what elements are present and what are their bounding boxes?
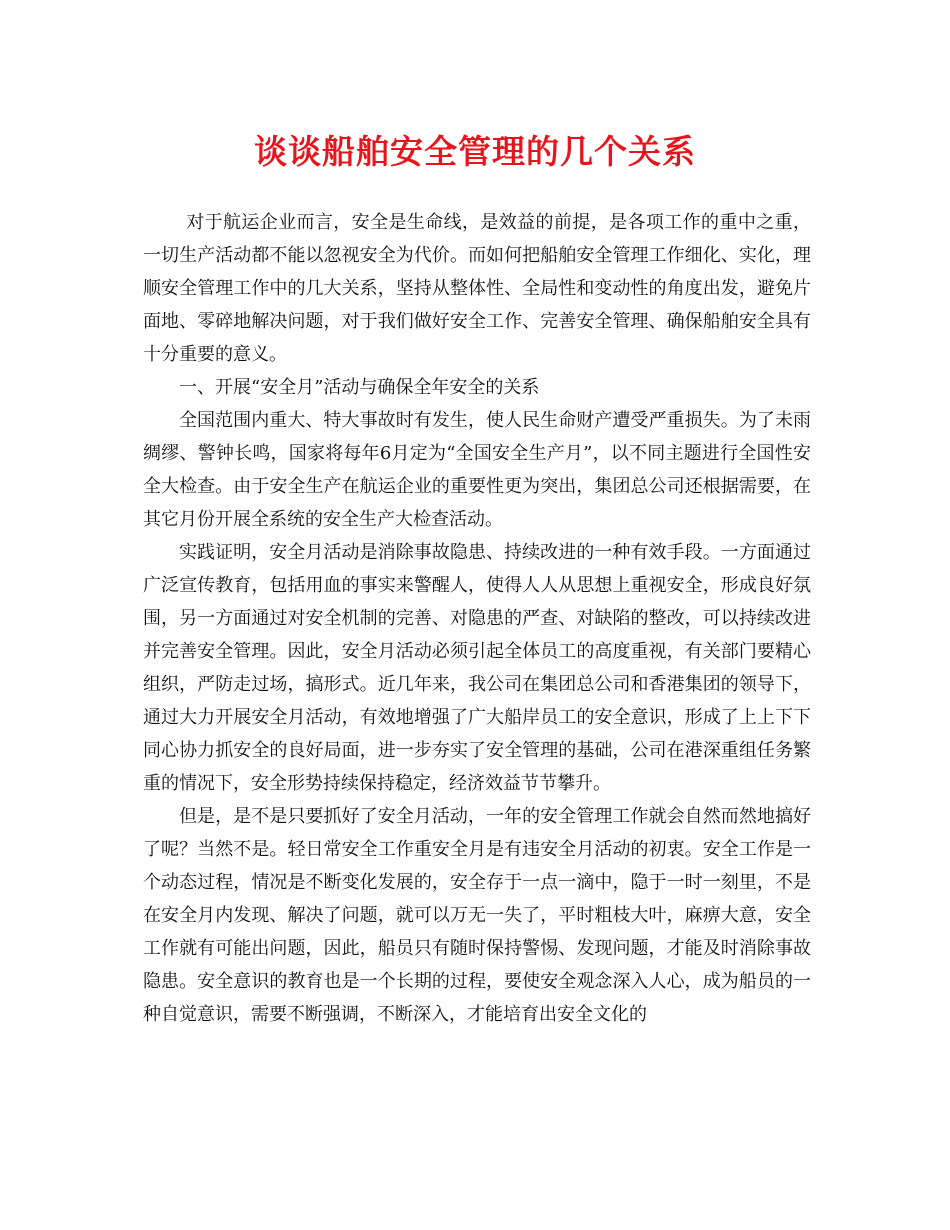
section-heading-1: 一、开展“安全月”活动与确保全年安全的关系 — [179, 377, 540, 398]
paragraph-intro: 对于航运企业而言，安全是生命线，是效益的前提，是各项工作的重中之重，一切生产活动都不能以忽视安全为代价。而如何把船舶安全管理工作细化、实化，理顺安全管理工作中的几大关系，坚持从整体性、全局性和变动性的角度出发，避免片面地、零碎地解决问题，对于我们做好安全工作、完善安全管理、确保船舶安全具有十分重要的意义。 — [143, 212, 811, 365]
document-body — [143, 206, 811, 1031]
document-title: 谈谈船舶安全管理的几个关系 — [254, 132, 696, 171]
paragraph-background: 全国范围内重大、特大事故时有发生，使人民生命财产遭受严重损失。为了未雨绸缪、警钟长鸣，国家将每年6月定为“全国安全生产月”，以不同主题进行全国性安全大检查。由于安全生产在航运企业的重要性更为突出，集团总公司还根据需要，在其它月份开展全系统的安全生产大检查活动。 — [143, 410, 811, 530]
paragraph-practice: 实践证明，安全月活动是消除事故隐患、持续改进的一种有效手段。一方面通过广泛宣传教育，包括用血的事实来警醒人，使得人人从思想上重视安全，形成良好氛围，另一方面通过对安全机制的完善、对隐患的严查、对缺陷的整改，可以持续改进并完善安全管理。因此，安全月活动必须引起全体员工的高度重视，有关部门要精心组织，严防走过场，搞形式。近几年来，我公司在集团总公司和香港集团的领导下，通过大力开展安全月活动，有效地增强了广大船岸员工的安全意识，形成了上上下下同心协力抓安全的良好局面，进一步夯实了安全管理的基础，公司在港深重组任务繁重的情况下，安全形势持续保持稳定，经济效益节节攀升。 — [143, 542, 811, 794]
paragraph-daily-safety: 但是，是不是只要抓好了安全月活动，一年的安全管理工作就会自然而然地搞好了呢？当然不是。轻日常安全工作重安全月是有违安全月活动的初衷。安全工作是一个动态过程，情况是不断变化发展的，安全存于一点一滴中，隐于一时一刻里，不是在安全月内发现、解决了问题，就可以万无一失了，平时粗枝大叶，麻痹大意，安全工作就有可能出问题，因此，船员只有随时保持警惕、发现问题，才能及时消除事故隐患。安全意识的教育也是一个长期的过程，要使安全观念深入人心，成为船员的一种自觉意识，需要不断强调，不断深入，才能培育出安全文化的 — [143, 806, 811, 1025]
